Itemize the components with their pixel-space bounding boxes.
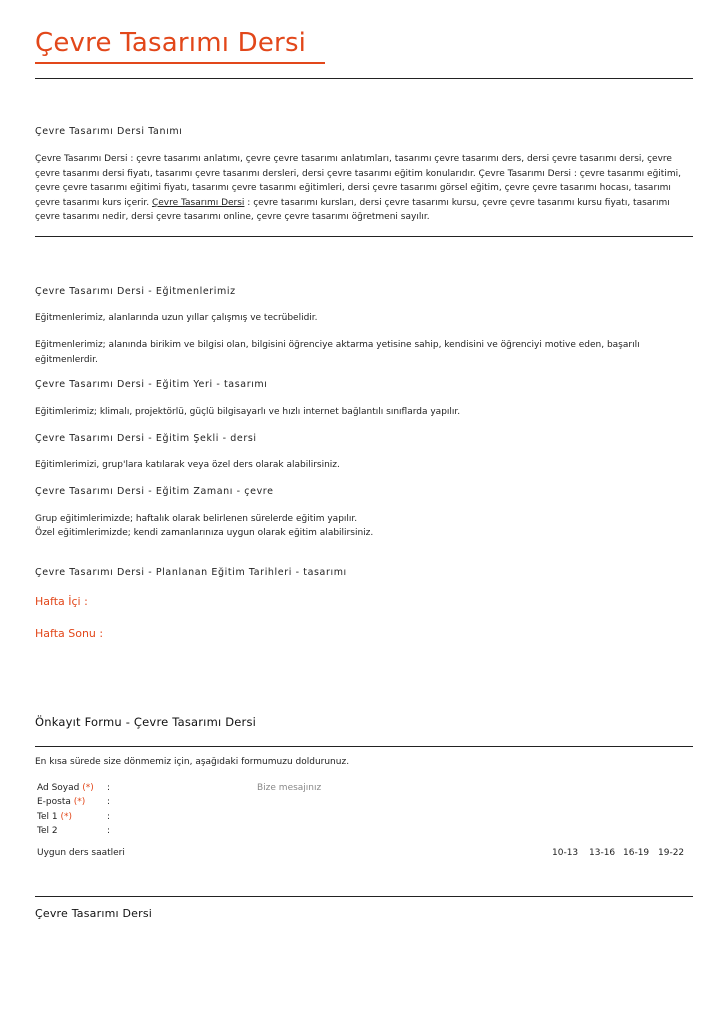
tel1-field-label: Tel 1 (*) [37, 812, 72, 822]
hour-option-3[interactable]: 16-19 [623, 848, 650, 858]
name-field-colon[interactable]: : [107, 783, 111, 793]
format-heading: Çevre Tasarımı Dersi - Eğitim Şekli - dersi [35, 433, 257, 444]
hour-option-1[interactable]: 10-13 [552, 848, 579, 858]
tel2-field-colon[interactable]: : [107, 826, 111, 836]
required-mark: (*) [73, 797, 86, 807]
location-heading: Çevre Tasarımı Dersi - Eğitim Yeri - tasarımı [35, 379, 268, 390]
hour-option-4[interactable]: 19-22 [658, 848, 685, 858]
timing-heading: Çevre Tasarımı Dersi - Eğitim Zamanı - çevre [35, 486, 274, 497]
page-title: Çevre Tasarımı Dersi [35, 28, 307, 58]
email-field-colon[interactable]: : [107, 797, 111, 807]
hours-label: Uygun ders saatleri [37, 848, 125, 858]
tel2-field-label: Tel 2 [37, 826, 58, 836]
footer-title: Çevre Tasarımı Dersi [35, 907, 153, 920]
schedule-weekday: Hafta İçi : [35, 595, 88, 608]
format-text: Eğitimlerimizi, grup'lara katılarak veya özel ders olarak alabilirsiniz. [35, 460, 340, 470]
definition-divider [35, 236, 693, 237]
tel1-field-colon[interactable]: : [107, 812, 111, 822]
required-mark: (*) [82, 783, 94, 793]
footer-divider [35, 896, 693, 897]
form-intro: En kısa sürede size dönmemiz için, aşağıdaki formumuzu doldurunuz. [35, 757, 350, 767]
email-field-label: E-posta (*) [37, 797, 86, 807]
definition-text-part2: : çevre tasarımı kursları, dersi çevre tasarımı kursu, çevre çevre tasarımı kursu fiyatı, tasarımı çevre tasarımı nedir, dersi çevre tasarımı online, çevre çevre tasarımı öğretmeni sayılır. [35, 197, 670, 222]
message-textarea[interactable]: Bize mesajınız [257, 783, 322, 793]
instructors-p1: Eğitmenlerimiz, alanlarında uzun yıllar çalışmış ve tecrübelidir. [35, 313, 318, 323]
definition-heading: Çevre Tasarımı Dersi Tanımı [35, 126, 183, 137]
form-divider [35, 746, 693, 747]
instructors-p2: Eğitmenlerimiz; alanında birikim ve bilgisi olan, bilgisini öğrenciye aktarma yetisine sahip, kendisini ve öğrenciyi motive eden, başarılı eğitmenlerdir. [35, 340, 640, 365]
definition-link[interactable]: Çevre Tasarımı Dersi [151, 197, 245, 208]
form-title: Önkayıt Formu - Çevre Tasarımı Dersi [35, 715, 257, 729]
name-field-label: Ad Soyad (*) [37, 783, 94, 793]
required-mark: (*) [60, 812, 72, 822]
timing-line2: Özel eğitimlerimizde; kendi zamanlarınıza uygun olarak eğitim alabilirsiniz. [35, 528, 374, 538]
definition-text-part1: Çevre Tasarımı Dersi : çevre tasarımı anlatımı, çevre çevre tasarımı anlatımları, tasarımı çevre tasarımı ders, dersi çevre tasarımı dersi, çevre çevre tasarımı dersi fiyatı, tasarımı çevre tasarımı dersleri, dersi çevre tasarımı eğitim konularıdır. Çevre Tasarımı Dersi : çevre tasarımı eğitimi, çevre çevre tasarımı eğitimi fiyatı, tasarımı çevre tasarımı eğitimleri, dersi çevre tasarımı görsel eğitim, çevre çevre tasarımı hocası, tasarımı çevre tasarımı kurs içerir. [35, 154, 681, 208]
schedule-heading: Çevre Tasarımı Dersi - Planlanan Eğitim Tarihleri - tasarımı [35, 567, 347, 578]
timing-line1: Grup eğitimlerimizde; haftalık olarak belirlenen sürelerde eğitim yapılır. [35, 514, 358, 524]
definition-text [35, 152, 695, 225]
hour-option-2[interactable]: 13-16 [589, 848, 616, 858]
header-divider [35, 78, 693, 79]
instructors-heading: Çevre Tasarımı Dersi - Eğitmenlerimiz [35, 286, 236, 297]
title-underline [35, 62, 325, 64]
schedule-weekend: Hafta Sonu : [35, 627, 104, 640]
location-text: Eğitimlerimiz; klimalı, projektörlü, güçlü bilgisayarlı ve hızlı internet bağlantılı sınıflarda yapılır. [35, 407, 461, 417]
